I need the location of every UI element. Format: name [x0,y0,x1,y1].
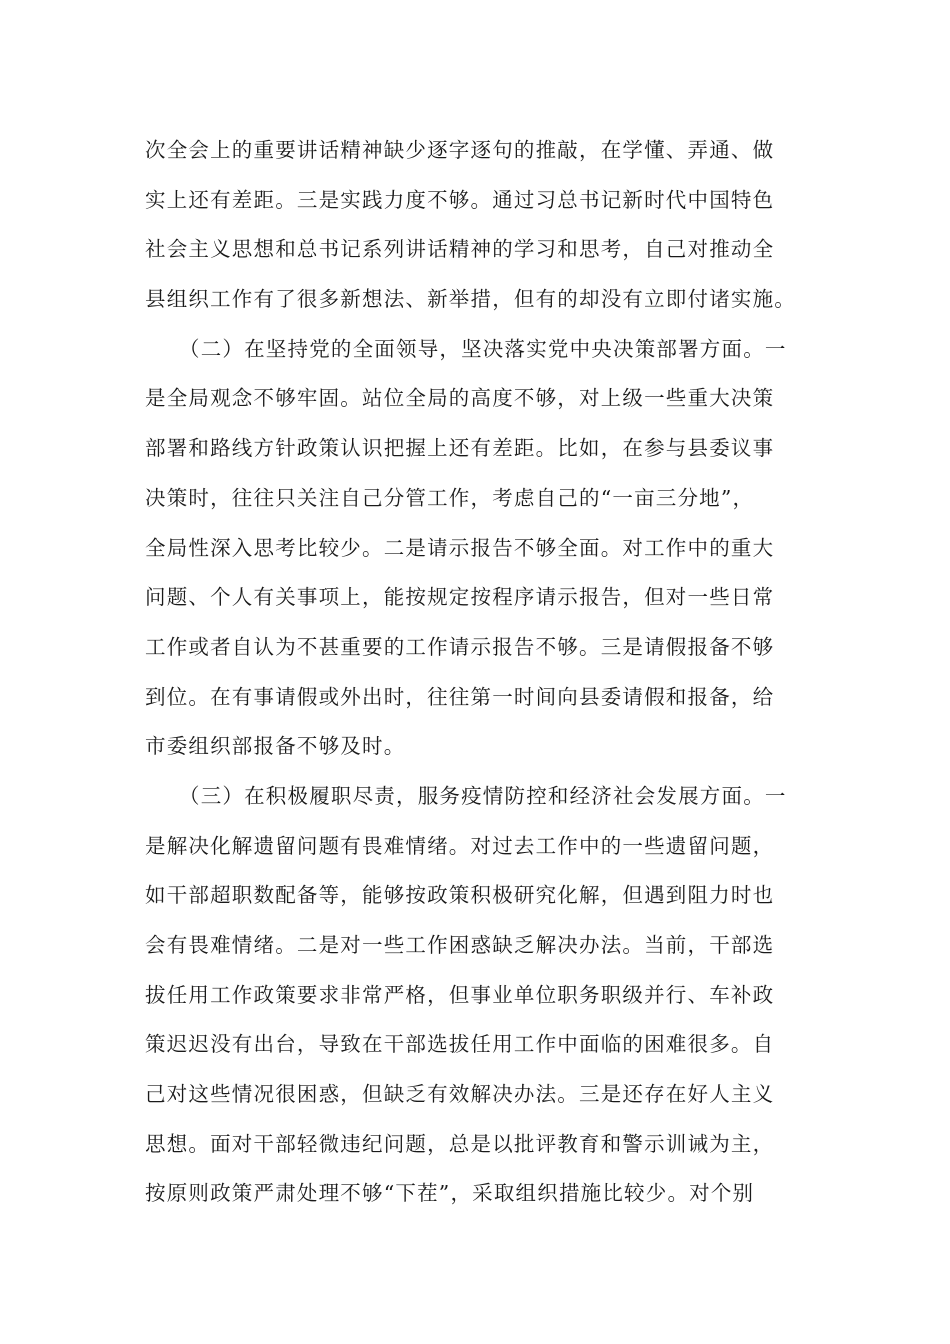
text-line: 到位。在有事请假或外出时，往往第一时间向县委请假和报备，给 [145,684,775,709]
text-line: 如干部超职数配备等，能够按政策积极研究化解，但遇到阻力时也 [145,883,775,908]
text-line: 部署和路线方针政策认识把握上还有差距。比如，在参与县委议事 [145,436,775,461]
text-line: 是解决化解遗留问题有畏难情绪。对过去工作中的一些遗留问题， [145,833,775,858]
text-line: （二）在坚持党的全面领导，坚决落实党中央决策部署方面。一 [179,336,787,361]
text-line: 策迟迟没有出台，导致在干部选拔任用工作中面临的困难很多。自 [145,1032,775,1057]
text-line: 会有畏难情绪。二是对一些工作困惑缺乏解决办法。当前，干部选 [145,933,775,957]
text-line: 决策时，往往只关注自己分管工作，考虑自己的“一亩三分地”， [145,485,755,510]
text-line: 拔任用工作政策要求非常严格，但事业单位职务职级并行、车补政 [145,982,775,1007]
text-line: 社会主义思想和总书记系列讲话精神的学习和思考，自己对推动全 [145,237,775,262]
text-line: 是全局观念不够牢固。站位全局的高度不够，对上级一些重大决策 [145,386,775,411]
paragraph-2 [145,325,807,772]
text-line: 次全会上的重要讲话精神缺少逐字逐句的推敲，在学懂、弄通、做 [145,138,775,162]
text-line: 县组织工作有了很多新想法、新举措，但有的却没有立即付诸实施。 [145,287,796,312]
text-line: 问题、个人有关事项上，能按规定按程序请示报告，但对一些日常 [145,585,775,610]
paragraph-3 [145,772,807,1219]
text-line: 市委组织部报备不够及时。 [145,734,406,759]
text-line: 工作或者自认为不甚重要的工作请示报告不够。三是请假报备不够 [145,634,775,659]
text-line: （三）在积极履职尽责，服务疫情防控和经济社会发展方面。一 [179,783,787,808]
text-line: 全局性深入思考比较少。二是请示报告不够全面。对工作中的重大 [145,535,775,560]
text-line: 实上还有差距。三是实践力度不够。通过习总书记新时代中国特色 [145,187,775,212]
document-body [145,126,807,1219]
text-line: 思想。面对干部轻微违纪问题，总是以批评教育和警示训诫为主， [145,1131,775,1156]
paragraph-1 [145,126,807,325]
text-line: 己对这些情况很困惑，但缺乏有效解决办法。三是还存在好人主义 [145,1082,775,1107]
text-line: 按原则政策严肃处理不够“下茬”，采取组织措施比较少。对个别 [145,1181,755,1206]
